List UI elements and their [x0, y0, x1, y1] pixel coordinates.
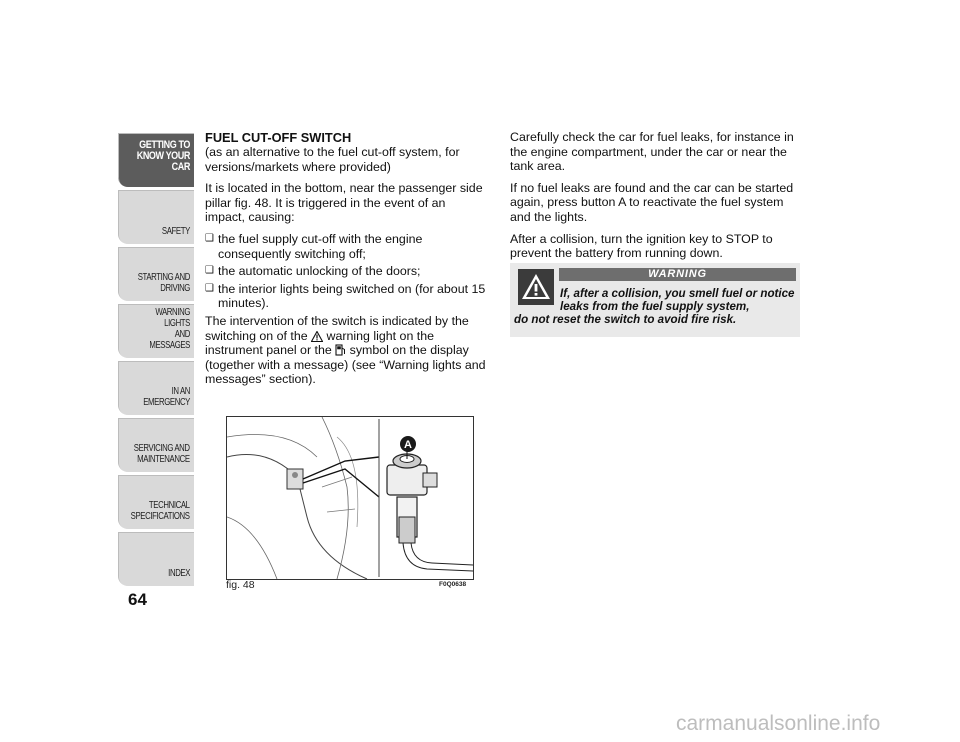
callout-a: A: [404, 439, 412, 451]
tab-in-an-emergency[interactable]: IN AN EMERGENCY: [118, 361, 194, 415]
warning-box: [510, 263, 800, 337]
figure-label: fig. 48: [226, 579, 255, 591]
tab-getting-to-know-your-car[interactable]: GETTING TO KNOW YOUR CAR: [118, 133, 194, 187]
tab-servicing-and-maintenance[interactable]: SERVICING AND MAINTENANCE: [118, 418, 194, 472]
tab-warning-lights-and-messages[interactable]: WARNING LIGHTS AND MESSAGES: [118, 304, 194, 358]
tab-technical-specifications[interactable]: TECHNICAL SPECIFICATIONS: [118, 475, 194, 529]
indication-paragraph: The intervention of the switch is indicated by the switching on of the warning light on the instrument panel or the symbol on the display (together with a message) (see “Warning lights and messages” section).: [205, 313, 486, 387]
page-number: 64: [128, 590, 147, 609]
left-column: [205, 130, 487, 394]
list-item: ❑ the automatic unlocking of the doors;: [205, 264, 487, 279]
warning-triangle-icon: [311, 331, 323, 342]
warning-title: WARNING: [559, 268, 796, 281]
right-column: [510, 130, 798, 268]
paragraph: If no fuel leaks are found and the car can be started again, press button A to reactivate the fuel system and the lights.: [510, 180, 794, 224]
tab-starting-and-driving[interactable]: STARTING AND DRIVING: [118, 247, 194, 301]
tab-safety[interactable]: SAFETY: [118, 190, 194, 244]
tab-index[interactable]: INDEX: [118, 532, 194, 586]
list-item: ❑ the interior lights being switched on (for about 15 minutes).: [205, 282, 487, 311]
effects-list: [205, 232, 487, 311]
figure-48-illustration: [226, 416, 474, 580]
list-item: ❑ the fuel supply cut-off with the engine consequently switching off;: [205, 232, 487, 261]
paragraph: After a collision, turn the ignition key to STOP to prevent the battery from running down.: [510, 231, 773, 261]
figure-code: F0Q0638: [439, 581, 467, 588]
fuel-cutoff-icon: [335, 344, 346, 356]
watermark: carmanualsonline.info: [676, 712, 881, 735]
section-subheading: (as an alternative to the fuel cut-off system, for versions/markets where provided): [205, 145, 460, 174]
paragraph: Carefully check the car for fuel leaks, for instance in the engine compartment, under the car or near the tank area.: [510, 130, 794, 174]
intro-paragraph: It is located in the bottom, near the passenger side pillar fig. 48. It is triggered in the event of an impact, causing:: [205, 181, 483, 225]
warning-text: If, after a collision, you smell fuel or notice leaks from the fuel supply system, do not reset the switch to avoid fire risk.: [514, 287, 795, 327]
chapter-tabs: [118, 133, 194, 589]
fuel-switch-drawing: [227, 417, 473, 579]
section-heading: FUEL CUT-OFF SWITCH: [205, 130, 352, 145]
